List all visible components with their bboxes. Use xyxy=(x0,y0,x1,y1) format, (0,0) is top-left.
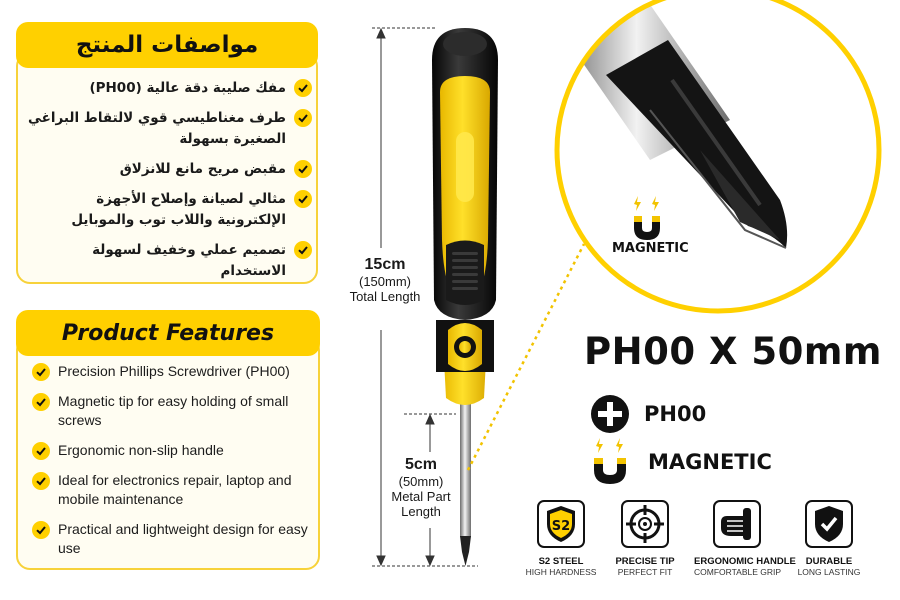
metal-length-mm: (50mm) xyxy=(398,474,444,489)
list-item-text: Precision Phillips Screwdriver (PH00) xyxy=(58,363,290,379)
tip-spec-row xyxy=(590,394,706,434)
feature-sub: PERFECT FIT xyxy=(617,567,673,577)
magnetic-spec-row xyxy=(590,438,772,486)
list-item-text: مفك صليبة دقة عالية (PH00) xyxy=(89,80,286,96)
metal-length-cm: 5cm xyxy=(404,456,438,473)
feature-s2-steel xyxy=(518,500,604,577)
feature-sub: LONG LASTING xyxy=(797,567,861,577)
s2-badge-text: S2 xyxy=(551,519,571,534)
list-item-text: Ideal for electronics repair, laptop and mobile maintenance xyxy=(58,472,292,507)
hand-grip-icon xyxy=(713,500,761,548)
zoom-magnetic-caption: MAGNETIC xyxy=(612,241,689,256)
feature-name: S2 STEEL xyxy=(538,556,584,567)
list-item-text: طرف مغناطيسي قوي لالتقاط البراغي الصغيرة بسهولة xyxy=(27,110,286,147)
magnet-icon xyxy=(590,438,630,486)
crosshair-icon xyxy=(621,500,669,548)
arabic-panel-title: مواصفات المنتج xyxy=(75,32,259,58)
metal-length-text xyxy=(386,456,456,519)
feature-ergonomic-handle xyxy=(694,500,796,577)
zoom-circle xyxy=(556,0,880,312)
shield-check-icon xyxy=(805,500,853,548)
phillips-plus-icon xyxy=(590,394,630,434)
list-item-text: Ergonomic non-slip handle xyxy=(58,442,224,458)
feature-name: ERGONOMIC HANDLE xyxy=(694,556,796,567)
feature-sub: HIGH HARDNESS xyxy=(525,567,597,577)
feature-precise-tip xyxy=(602,500,688,577)
english-panel-title: Product Features xyxy=(61,320,275,346)
list-item-text: Practical and lightweight design for easy use xyxy=(58,521,308,556)
total-length-label: Total Length xyxy=(349,289,421,304)
feature-sub: COMFORTABLE GRIP xyxy=(694,567,782,577)
product-size-title: PH00 X 50mm xyxy=(584,330,882,373)
s2-shield-icon xyxy=(537,500,585,548)
total-length-mm: (150mm) xyxy=(358,274,411,289)
tip-spec-label: PH00 xyxy=(644,402,707,426)
list-item-text: مقبض مريح مانع للانزلاق xyxy=(119,161,286,177)
list-item-text: مثالي لصيانة وإصلاح الأجهزة الإلكترونية واللاب توب والموبايل xyxy=(71,191,286,228)
feature-durable xyxy=(786,500,872,577)
feature-name: PRECISE TIP xyxy=(615,556,675,567)
list-item-text: تصميم عملي وخفيف لسهولة الاستخدام xyxy=(92,242,286,279)
metal-length-label-2: Length xyxy=(401,504,441,519)
total-length-cm: 15cm xyxy=(364,256,406,273)
list-item-text: Magnetic tip for easy holding of small screws xyxy=(58,393,289,428)
magnetic-spec-label: MAGNETIC xyxy=(648,450,772,474)
feature-name: DURABLE xyxy=(805,556,853,567)
total-length-text xyxy=(340,256,430,304)
metal-length-label-1: Metal Part xyxy=(391,489,451,504)
